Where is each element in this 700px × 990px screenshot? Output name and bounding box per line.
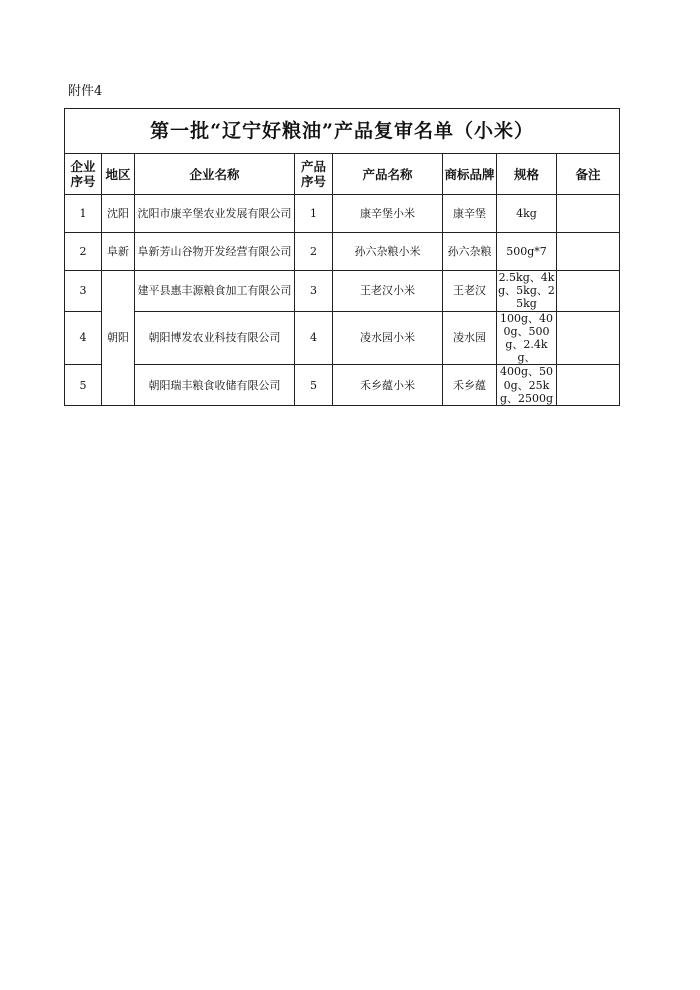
- attachment-label: 附件4: [68, 84, 103, 99]
- header-brand: 商标品牌: [443, 154, 497, 195]
- notes: [557, 195, 620, 233]
- company-name: 建平县惠丰源粮食加工有限公司: [135, 271, 295, 312]
- table-row: [65, 365, 620, 406]
- product-no: 4: [295, 311, 333, 365]
- product-name: 孙六杂粮小米: [333, 233, 443, 271]
- table-row: [65, 271, 620, 312]
- notes: [557, 271, 620, 312]
- notes: [557, 365, 620, 406]
- table-row: [65, 233, 620, 271]
- brand: 禾乡蕴: [443, 365, 497, 406]
- notes: [557, 233, 620, 271]
- product-name: 禾乡蕴小米: [333, 365, 443, 406]
- region: 阜新: [102, 233, 135, 271]
- company-name: 朝阳瑞丰粮食收储有限公司: [135, 365, 295, 406]
- header-region: 地区: [102, 154, 135, 195]
- header-product-no: 产品序号: [295, 154, 333, 195]
- product-no: 5: [295, 365, 333, 406]
- header-notes: 备注: [557, 154, 620, 195]
- spec: 100g、400g、500g、2.4kg、: [497, 311, 557, 365]
- brand: 凌水园: [443, 311, 497, 365]
- spec: 400g、500g、25kg、2500g: [497, 365, 557, 406]
- product-name: 康辛堡小米: [333, 195, 443, 233]
- company-no: 2: [65, 233, 102, 271]
- header-company-no: 企业序号: [65, 154, 102, 195]
- spec: 500g*7: [497, 233, 557, 271]
- product-name: 凌水园小米: [333, 311, 443, 365]
- company-no: 4: [65, 311, 102, 365]
- table-row: [65, 311, 620, 365]
- product-name: 王老汉小米: [333, 271, 443, 312]
- company-no: 1: [65, 195, 102, 233]
- product-no: 3: [295, 271, 333, 312]
- header-company-name: 企业名称: [135, 154, 295, 195]
- table-row: [65, 195, 620, 233]
- product-no: 1: [295, 195, 333, 233]
- region: 朝阳: [102, 271, 135, 406]
- company-no: 5: [65, 365, 102, 406]
- company-name: 沈阳市康辛堡农业发展有限公司: [135, 195, 295, 233]
- brand: 孙六杂粮: [443, 233, 497, 271]
- company-name: 阜新芳山谷物开发经营有限公司: [135, 233, 295, 271]
- product-no: 2: [295, 233, 333, 271]
- brand: 王老汉: [443, 271, 497, 312]
- spec: 2.5kg、4kg、5kg、25kg: [498, 271, 555, 311]
- brand: 康辛堡: [443, 195, 497, 233]
- header-row: [65, 154, 620, 195]
- company-no: 3: [65, 271, 102, 312]
- company-name: 朝阳博发农业科技有限公司: [135, 311, 295, 365]
- notes: [557, 311, 620, 365]
- spec: 4kg: [497, 195, 557, 233]
- table-title: 第一批“辽宁好粮油”产品复审名单（小米）: [65, 109, 620, 154]
- header-spec: 规格: [497, 154, 557, 195]
- review-list-table: [64, 108, 620, 406]
- header-product-name: 产品名称: [333, 154, 443, 195]
- region: 沈阳: [102, 195, 135, 233]
